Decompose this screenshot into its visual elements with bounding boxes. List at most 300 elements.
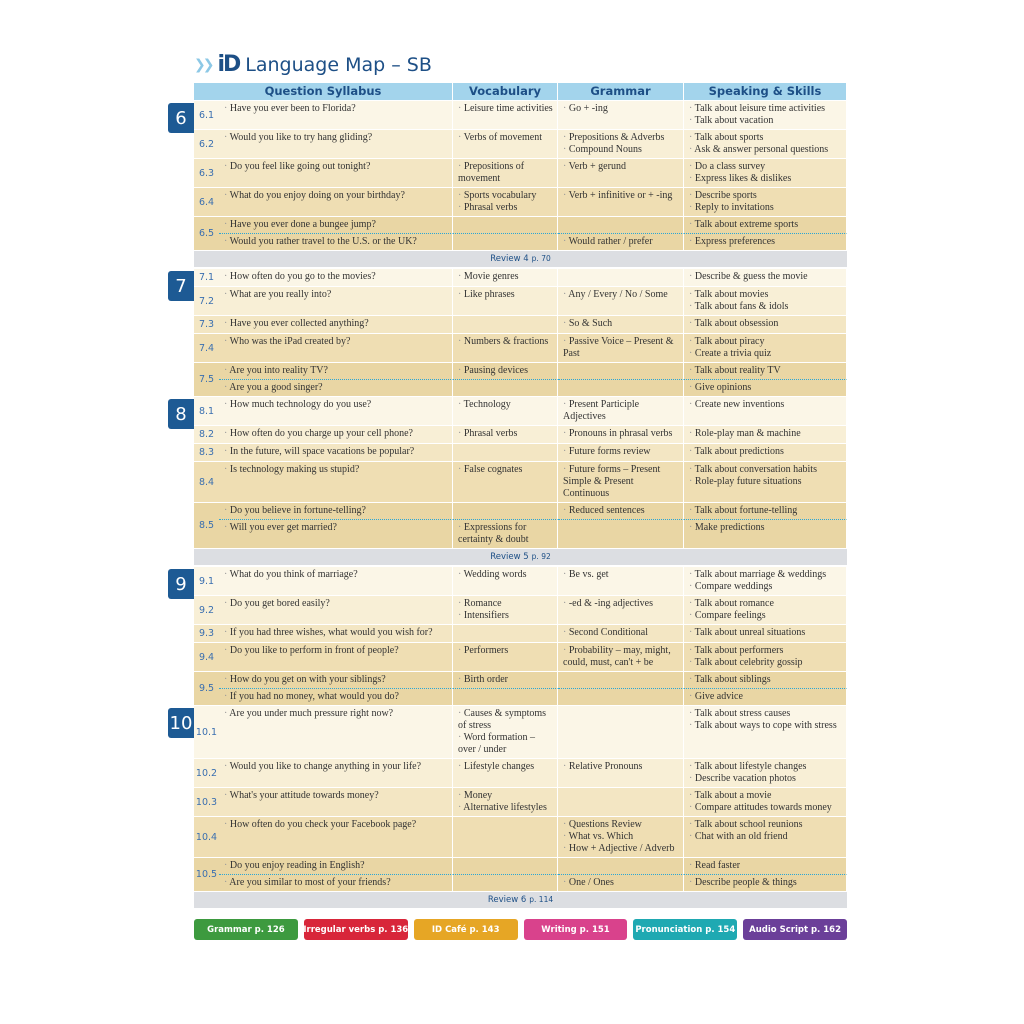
vocabulary-cell: [453, 287, 558, 315]
skills-cell: [684, 379, 847, 396]
header-speaking-skills: Speaking & Skills: [684, 83, 847, 100]
unit-number-tab: 9: [168, 569, 194, 599]
list-item: · Talk about vacation: [689, 115, 843, 127]
skills-cell: [684, 334, 847, 362]
list-item: · Make predictions: [689, 522, 843, 534]
vocabulary-cell: [453, 397, 558, 425]
vocabulary-cell: [453, 706, 558, 758]
list-item: · Role-play man & machine: [689, 428, 843, 440]
list-item: · Talk about stress causes: [689, 708, 843, 720]
list-item: · Relative Pronouns: [563, 761, 680, 773]
list-item: · Will you ever get married?: [224, 522, 449, 534]
skills-cell: [684, 269, 847, 286]
list-item: · Talk about leisure time activities: [689, 103, 843, 115]
lesson-row: [194, 787, 847, 816]
vocabulary-cell: [453, 159, 558, 187]
list-item: · Talk about unreal situations: [689, 627, 843, 639]
skills-cell: [684, 567, 847, 595]
lesson-row: [194, 333, 847, 362]
question-cell: [219, 817, 453, 857]
list-item: · Describe people & things: [689, 877, 843, 889]
question-cell: [219, 759, 453, 787]
lesson-row: [194, 857, 847, 891]
question-cell: [219, 316, 453, 333]
list-item: · What are you really into?: [224, 289, 449, 301]
grammar-cell: [558, 858, 684, 874]
list-item: · Sports vocabulary: [458, 190, 554, 202]
vocabulary-cell: [453, 503, 558, 519]
vocabulary-cell: [453, 269, 558, 286]
reference-button[interactable]: Writing p. 151: [524, 919, 628, 940]
lesson-number: 7.4: [198, 342, 215, 354]
vocabulary-cell: [453, 817, 558, 857]
vocabulary-cell: [453, 363, 558, 379]
vocabulary-cell: [453, 788, 558, 816]
list-item: · Talk about siblings: [689, 674, 843, 686]
question-cell: [219, 287, 453, 315]
grammar-cell: [558, 101, 684, 129]
review-label: Review 5: [490, 552, 529, 562]
lesson-row: [175, 100, 847, 129]
list-item: · Would you like to try hang gliding?: [224, 132, 449, 144]
lesson-number: 6.3: [198, 167, 215, 179]
chevrons-icon: ❯❯: [194, 56, 212, 73]
list-item: · Have you ever done a bungee jump?: [224, 219, 449, 231]
list-item: · Do you enjoy reading in English?: [224, 860, 449, 872]
grammar-cell: [558, 334, 684, 362]
list-item: · Compare attitudes towards money: [689, 802, 843, 814]
list-item: · Are you into reality TV?: [224, 365, 449, 377]
grammar-cell: [558, 596, 684, 624]
lesson-row: [194, 502, 847, 548]
list-item: · Phrasal verbs: [458, 202, 554, 214]
lesson-number: 7.1: [198, 272, 215, 283]
skills-cell: [684, 426, 847, 443]
list-item: · Prepositions of movement: [458, 161, 554, 185]
list-item: · Talk about sports: [689, 132, 843, 144]
lesson-number: 7.3: [198, 319, 215, 330]
lesson-number: 10.5: [195, 869, 218, 880]
lesson-number: 9.2: [198, 604, 215, 616]
list-item: · Would you like to change anything in your life?: [224, 761, 449, 773]
list-item: · Express preferences: [689, 236, 843, 248]
reference-button[interactable]: Audio Script p. 162: [743, 919, 847, 940]
list-item: · Read faster: [689, 860, 843, 872]
list-item: · Talk about piracy: [689, 336, 843, 348]
vocabulary-cell: [453, 379, 558, 396]
list-item: · Go + -ing: [563, 103, 680, 115]
lesson-number: 10.2: [195, 767, 218, 779]
list-item: · Do you like to perform in front of people?: [224, 645, 449, 657]
list-item: · Talk about movies: [689, 289, 843, 301]
skills-cell: [684, 625, 847, 642]
skills-cell: [684, 462, 847, 502]
vocabulary-cell: [453, 643, 558, 671]
lesson-row: [194, 315, 847, 333]
lesson-row: [175, 396, 847, 425]
skills-cell: [684, 444, 847, 461]
reference-button[interactable]: Irregular verbs p. 136: [304, 919, 408, 940]
lesson-row: [194, 187, 847, 216]
question-cell: [219, 363, 453, 379]
list-item: · Second Conditional: [563, 627, 680, 639]
language-map-table: [169, 100, 847, 908]
vocabulary-cell: [453, 596, 558, 624]
skills-cell: [684, 397, 847, 425]
question-cell: [219, 788, 453, 816]
grammar-cell: [558, 759, 684, 787]
skills-cell: [684, 643, 847, 671]
skills-cell: [684, 817, 847, 857]
table-header: [194, 83, 847, 100]
list-item: · Is technology making us stupid?: [224, 464, 449, 476]
unit-number-tab: 10: [168, 708, 194, 738]
grammar-cell: [558, 688, 684, 705]
skills-cell: [684, 287, 847, 315]
vocabulary-cell: [453, 426, 558, 443]
list-item: · Questions Review: [563, 819, 680, 831]
list-item: · Compare weddings: [689, 581, 843, 593]
grammar-cell: [558, 217, 684, 233]
list-item: · Causes & symptoms of stress: [458, 708, 554, 732]
list-item: · Talk about reality TV: [689, 365, 843, 377]
header-question-syllabus: Question Syllabus: [194, 83, 453, 100]
lesson-number: 9.3: [198, 628, 215, 639]
skills-cell: [684, 759, 847, 787]
unit-number-tab: 6: [168, 103, 194, 133]
list-item: · Phrasal verbs: [458, 428, 554, 440]
lesson-number: 10.3: [195, 796, 218, 808]
lesson-row: [194, 129, 847, 158]
grammar-cell: [558, 874, 684, 891]
grammar-cell: [558, 625, 684, 642]
list-item: · Express likes & dislikes: [689, 173, 843, 185]
vocabulary-cell: [453, 672, 558, 688]
vocabulary-cell: [453, 444, 558, 461]
question-cell: [219, 503, 453, 519]
lesson-row: [194, 624, 847, 642]
list-item: · Prepositions & Adverbs: [563, 132, 680, 144]
vocabulary-cell: [453, 316, 558, 333]
review-label: Review 4: [490, 254, 529, 264]
reference-button[interactable]: ID Café p. 143: [414, 919, 518, 940]
list-item: · Talk about fortune-telling: [689, 505, 843, 517]
list-item: · Passive Voice – Present & Past: [563, 336, 680, 360]
list-item: · Talk about romance: [689, 598, 843, 610]
list-item: · Give opinions: [689, 382, 843, 394]
list-item: · How often do you check your Facebook page?: [224, 819, 449, 831]
list-item: · Expressions for certainty & doubt: [458, 522, 554, 546]
grammar-cell: [558, 233, 684, 250]
list-item: · Talk about marriage & weddings: [689, 569, 843, 581]
list-item: · Be vs. get: [563, 569, 680, 581]
unit-number-tab: 7: [168, 271, 194, 301]
review-page: p. 70: [531, 254, 551, 263]
vocabulary-cell: [453, 858, 558, 874]
unit-number-tab: 8: [168, 399, 194, 429]
grammar-cell: [558, 788, 684, 816]
list-item: · Performers: [458, 645, 554, 657]
question-cell: [219, 688, 453, 705]
lesson-row: [175, 566, 847, 595]
lesson-row: [194, 461, 847, 502]
title-text: Language Map – SB: [245, 53, 432, 76]
list-item: · Would you rather travel to the U.S. or the UK?: [224, 236, 449, 248]
list-item: · Word formation – over / under: [458, 732, 554, 756]
grammar-cell: [558, 519, 684, 548]
lesson-number: 10.1: [195, 726, 218, 738]
question-cell: [219, 233, 453, 250]
grammar-cell: [558, 503, 684, 519]
vocabulary-cell: [453, 130, 558, 158]
question-cell: [219, 101, 453, 129]
lesson-number: 9.1: [198, 575, 215, 587]
list-item: · Intensifiers: [458, 610, 554, 622]
grammar-cell: [558, 462, 684, 502]
list-item: · What do you think of marriage?: [224, 569, 449, 581]
list-item: · Pausing devices: [458, 365, 554, 377]
page-title: [194, 52, 432, 77]
list-item: · How do you get on with your siblings?: [224, 674, 449, 686]
skills-cell: [684, 101, 847, 129]
list-item: · Talk about lifestyle changes: [689, 761, 843, 773]
question-cell: [219, 567, 453, 595]
list-item: · One / Ones: [563, 877, 680, 889]
question-cell: [219, 444, 453, 461]
question-cell: [219, 159, 453, 187]
question-cell: [219, 426, 453, 443]
lesson-row: [194, 671, 847, 705]
header-grammar: Grammar: [558, 83, 684, 100]
grammar-cell: [558, 316, 684, 333]
list-item: · Romance: [458, 598, 554, 610]
list-item: · Money: [458, 790, 554, 802]
grammar-cell: [558, 188, 684, 216]
list-item: · Future forms – Present Simple & Present Continuous: [563, 464, 680, 500]
vocabulary-cell: [453, 101, 558, 129]
list-item: · In the future, will space vacations be popular?: [224, 446, 449, 458]
list-item: · What's your attitude towards money?: [224, 790, 449, 802]
list-item: · Numbers & fractions: [458, 336, 554, 348]
list-item: · Talk about celebrity gossip: [689, 657, 843, 669]
list-item: · Verb + gerund: [563, 161, 680, 173]
list-item: · Alternative lifestyles: [458, 802, 554, 814]
skills-cell: [684, 233, 847, 250]
lesson-number: 6.1: [198, 109, 215, 121]
list-item: · How often do you charge up your cell phone?: [224, 428, 449, 440]
question-cell: [219, 379, 453, 396]
skills-cell: [684, 788, 847, 816]
lesson-number: 9.4: [198, 651, 215, 663]
question-cell: [219, 269, 453, 286]
skills-cell: [684, 858, 847, 874]
skills-cell: [684, 519, 847, 548]
list-item: · Like phrases: [458, 289, 554, 301]
lesson-number: 8.3: [198, 447, 215, 458]
list-item: · If you had no money, what would you do?: [224, 691, 449, 703]
list-item: · Probability – may, might, could, must, can't + be: [563, 645, 680, 669]
skills-cell: [684, 159, 847, 187]
vocabulary-cell: [453, 567, 558, 595]
skills-cell: [684, 217, 847, 233]
vocabulary-cell: [453, 519, 558, 548]
list-item: · Talk about a movie: [689, 790, 843, 802]
lesson-row: [194, 758, 847, 787]
grammar-cell: [558, 159, 684, 187]
list-item: · Reply to invitations: [689, 202, 843, 214]
list-item: · If you had three wishes, what would you wish for?: [224, 627, 449, 639]
grammar-cell: [558, 444, 684, 461]
lesson-row: [194, 216, 847, 250]
lesson-number: 8.1: [198, 405, 215, 417]
grammar-cell: [558, 643, 684, 671]
language-map: [169, 83, 847, 940]
skills-cell: [684, 363, 847, 379]
lesson-number: 6.5: [198, 228, 215, 239]
list-item: · Movie genres: [458, 271, 554, 283]
question-cell: [219, 858, 453, 874]
list-item: · Do you feel like going out tonight?: [224, 161, 449, 173]
skills-cell: [684, 188, 847, 216]
grammar-cell: [558, 269, 684, 286]
question-cell: [219, 625, 453, 642]
lesson-number: 10.4: [195, 831, 218, 843]
list-item: · Give advice: [689, 691, 843, 703]
question-cell: [219, 397, 453, 425]
list-item: · Describe & guess the movie: [689, 271, 843, 283]
list-item: · False cognates: [458, 464, 554, 476]
grammar-cell: [558, 379, 684, 396]
list-item: · Verbs of movement: [458, 132, 554, 144]
skills-cell: [684, 503, 847, 519]
skills-cell: [684, 130, 847, 158]
question-cell: [219, 672, 453, 688]
lesson-row: [194, 816, 847, 857]
lesson-row: [194, 595, 847, 624]
list-item: · So & Such: [563, 318, 680, 330]
grammar-cell: [558, 706, 684, 758]
list-item: · Ask & answer personal questions: [689, 144, 843, 156]
lesson-row: [169, 705, 847, 758]
list-item: · What do you enjoy doing on your birthday?: [224, 190, 449, 202]
list-item: · Are you similar to most of your friends?: [224, 877, 449, 889]
skills-cell: [684, 316, 847, 333]
skills-cell: [684, 706, 847, 758]
question-cell: [219, 519, 453, 548]
lesson-row: [194, 425, 847, 443]
list-item: · Talk about extreme sports: [689, 219, 843, 231]
skills-cell: [684, 672, 847, 688]
lesson-number: 6.4: [198, 196, 215, 208]
list-item: · -ed & -ing adjectives: [563, 598, 680, 610]
grammar-cell: [558, 817, 684, 857]
list-item: · Verb + infinitive or + -ing: [563, 190, 680, 202]
list-item: · Birth order: [458, 674, 554, 686]
vocabulary-cell: [453, 233, 558, 250]
list-item: · Do you get bored easily?: [224, 598, 449, 610]
review-bar[interactable]: [194, 251, 847, 267]
grammar-cell: [558, 287, 684, 315]
list-item: · Wedding words: [458, 569, 554, 581]
list-item: · Pronouns in phrasal verbs: [563, 428, 680, 440]
lesson-row: [194, 158, 847, 187]
question-cell: [219, 217, 453, 233]
lesson-number: 8.2: [198, 429, 215, 440]
list-item: · Are you under much pressure right now?: [224, 708, 449, 720]
vocabulary-cell: [453, 874, 558, 891]
reference-button[interactable]: Grammar p. 126: [194, 919, 298, 940]
vocabulary-cell: [453, 188, 558, 216]
review-label: Review 6: [487, 895, 527, 905]
logo: iD: [217, 52, 240, 77]
list-item: · Any / Every / No / Some: [563, 289, 680, 301]
list-item: · Leisure time activities: [458, 103, 554, 115]
list-item: · Chat with an old friend: [689, 831, 843, 843]
question-cell: [219, 462, 453, 502]
grammar-cell: [558, 130, 684, 158]
header-vocabulary: Vocabulary: [453, 83, 558, 100]
vocabulary-cell: [453, 462, 558, 502]
list-item: · Talk about obsession: [689, 318, 843, 330]
review-page: p. 114: [529, 895, 554, 904]
review-bar[interactable]: [194, 549, 847, 565]
question-cell: [219, 874, 453, 891]
question-cell: [219, 643, 453, 671]
vocabulary-cell: [453, 334, 558, 362]
list-item: · Present Participle Adjectives: [563, 399, 680, 423]
review-bar[interactable]: [194, 892, 847, 908]
question-cell: [219, 188, 453, 216]
list-item: · Would rather / prefer: [563, 236, 680, 248]
question-cell: [219, 706, 453, 758]
list-item: · Compare feelings: [689, 610, 843, 622]
skills-cell: [684, 596, 847, 624]
list-item: · Who was the iPad created by?: [224, 336, 449, 348]
lesson-number: 8.5: [198, 520, 215, 531]
list-item: · Lifestyle changes: [458, 761, 554, 773]
vocabulary-cell: [453, 625, 558, 642]
lesson-number: 8.4: [198, 476, 215, 488]
lesson-number: 6.2: [198, 138, 215, 150]
lesson-number: 7.5: [198, 374, 215, 385]
list-item: · Future forms review: [563, 446, 680, 458]
skills-cell: [684, 874, 847, 891]
list-item: · Are you a good singer?: [224, 382, 449, 394]
question-cell: [219, 334, 453, 362]
review-page: p. 92: [531, 552, 551, 561]
list-item: · Describe vacation photos: [689, 773, 843, 785]
grammar-cell: [558, 672, 684, 688]
list-item: · How often do you go to the movies?: [224, 271, 449, 283]
lesson-row: [194, 443, 847, 461]
skills-cell: [684, 688, 847, 705]
reference-button[interactable]: Pronunciation p. 154: [633, 919, 737, 940]
list-item: · Do you believe in fortune-telling?: [224, 505, 449, 517]
list-item: · What vs. Which: [563, 831, 680, 843]
lesson-row: [194, 286, 847, 315]
question-cell: [219, 130, 453, 158]
list-item: · Role-play future situations: [689, 476, 843, 488]
list-item: · Create new inventions: [689, 399, 843, 411]
list-item: · Talk about performers: [689, 645, 843, 657]
lesson-number: 9.5: [198, 683, 215, 694]
list-item: · Technology: [458, 399, 554, 411]
list-item: · Have you ever been to Florida?: [224, 103, 449, 115]
list-item: · Create a trivia quiz: [689, 348, 843, 360]
list-item: · Talk about school reunions: [689, 819, 843, 831]
list-item: · Talk about predictions: [689, 446, 843, 458]
grammar-cell: [558, 426, 684, 443]
